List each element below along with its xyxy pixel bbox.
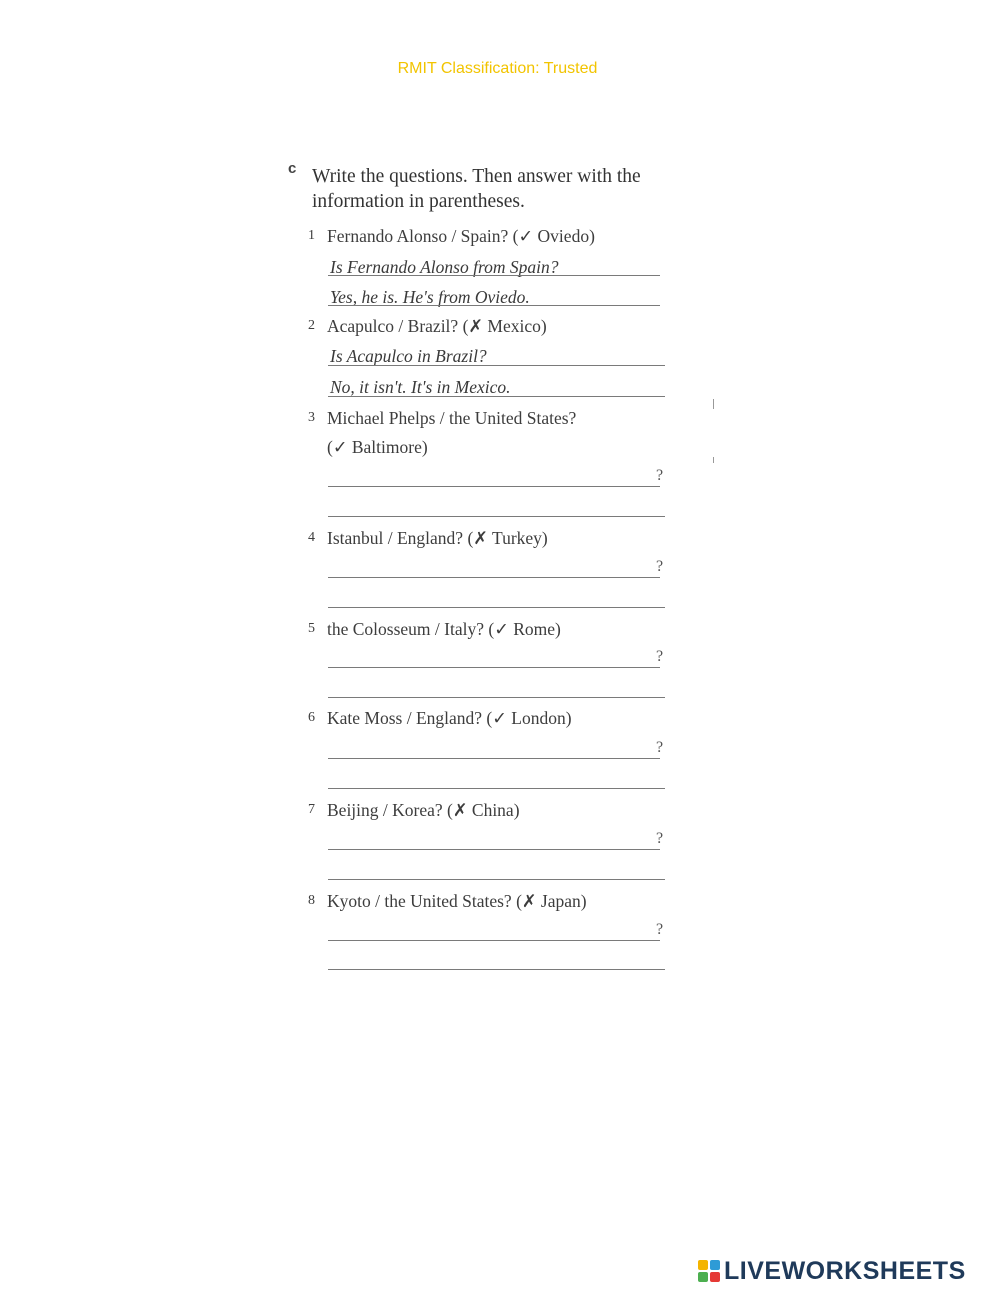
item-1-prompt bbox=[308, 226, 595, 247]
answer-line bbox=[328, 396, 665, 397]
prompt-text: Beijing / Korea? (✗ China) bbox=[327, 800, 520, 820]
prompt-text: Fernando Alonso / Spain? (✓ Oviedo) bbox=[327, 226, 595, 246]
logo-square bbox=[710, 1272, 720, 1282]
item-5-question-line[interactable] bbox=[328, 667, 660, 668]
item-number: 5 bbox=[308, 621, 315, 636]
item-number: 4 bbox=[308, 530, 315, 545]
item-number: 3 bbox=[308, 410, 315, 425]
scan-mark bbox=[713, 399, 714, 409]
item-7-prompt bbox=[308, 800, 520, 821]
question-mark: ? bbox=[656, 558, 664, 575]
prompt-text: Istanbul / England? (✗ Turkey) bbox=[327, 528, 548, 548]
question-mark: ? bbox=[656, 830, 664, 847]
item-3-prompt-line2: (✓ Baltimore) bbox=[327, 437, 428, 457]
prompt-text: the Colosseum / Italy? (✓ Rome) bbox=[327, 619, 561, 639]
answer-line bbox=[328, 365, 665, 366]
item-4-prompt bbox=[308, 528, 548, 549]
brand-name: LIVEWORKSHEETS bbox=[724, 1256, 966, 1285]
liveworksheets-logo bbox=[698, 1256, 966, 1286]
item-3-prompt bbox=[308, 408, 576, 429]
answer-line bbox=[328, 275, 660, 276]
item-3-answer-line[interactable] bbox=[328, 516, 665, 517]
logo-square bbox=[698, 1260, 708, 1270]
scan-mark bbox=[713, 457, 714, 463]
item-7-question-line[interactable] bbox=[328, 849, 660, 850]
question-mark: ? bbox=[656, 739, 664, 756]
item-number: 1 bbox=[308, 228, 315, 243]
item-number: 6 bbox=[308, 710, 315, 725]
logo-square bbox=[698, 1272, 708, 1282]
item-2-answer: No, it isn't. It's in Mexico. bbox=[330, 377, 511, 397]
question-mark: ? bbox=[656, 648, 664, 665]
item-8-answer-line[interactable] bbox=[328, 969, 665, 970]
item-5-prompt bbox=[308, 619, 561, 640]
item-4-question-line[interactable] bbox=[328, 577, 660, 578]
item-3-question-line[interactable] bbox=[328, 486, 660, 487]
item-4-answer-line[interactable] bbox=[328, 607, 665, 608]
item-6-answer-line[interactable] bbox=[328, 788, 665, 789]
prompt-text: Kyoto / the United States? (✗ Japan) bbox=[327, 891, 587, 911]
prompt-text: Acapulco / Brazil? (✗ Mexico) bbox=[327, 316, 547, 336]
classification-label: RMIT Classification: Trusted bbox=[397, 60, 598, 77]
logo-square bbox=[710, 1260, 720, 1270]
answer-line bbox=[328, 305, 660, 306]
logo-icon bbox=[698, 1260, 720, 1282]
item-6-prompt bbox=[308, 708, 572, 729]
item-5-answer-line[interactable] bbox=[328, 697, 665, 698]
item-2-question-answer: Is Acapulco in Brazil? bbox=[330, 346, 487, 366]
item-1-question-answer: Is Fernando Alonso from Spain? bbox=[330, 257, 559, 277]
item-number: 7 bbox=[308, 802, 315, 817]
item-8-question-line[interactable] bbox=[328, 940, 660, 941]
exercise-letter: c bbox=[288, 160, 297, 177]
item-1-answer: Yes, he is. He's from Oviedo. bbox=[330, 287, 530, 307]
item-8-prompt bbox=[308, 891, 587, 912]
item-7-answer-line[interactable] bbox=[328, 879, 665, 880]
question-mark: ? bbox=[656, 467, 664, 484]
prompt-text: Michael Phelps / the United States? bbox=[327, 408, 577, 428]
item-6-question-line[interactable] bbox=[328, 758, 660, 759]
prompt-text: Kate Moss / England? (✓ London) bbox=[327, 708, 572, 728]
question-mark: ? bbox=[656, 921, 664, 938]
item-2-prompt bbox=[308, 316, 547, 337]
item-number: 8 bbox=[308, 893, 315, 908]
exercise-instruction: Write the questions. Then answer with the information in parentheses. bbox=[312, 166, 641, 212]
item-number: 2 bbox=[308, 318, 315, 333]
